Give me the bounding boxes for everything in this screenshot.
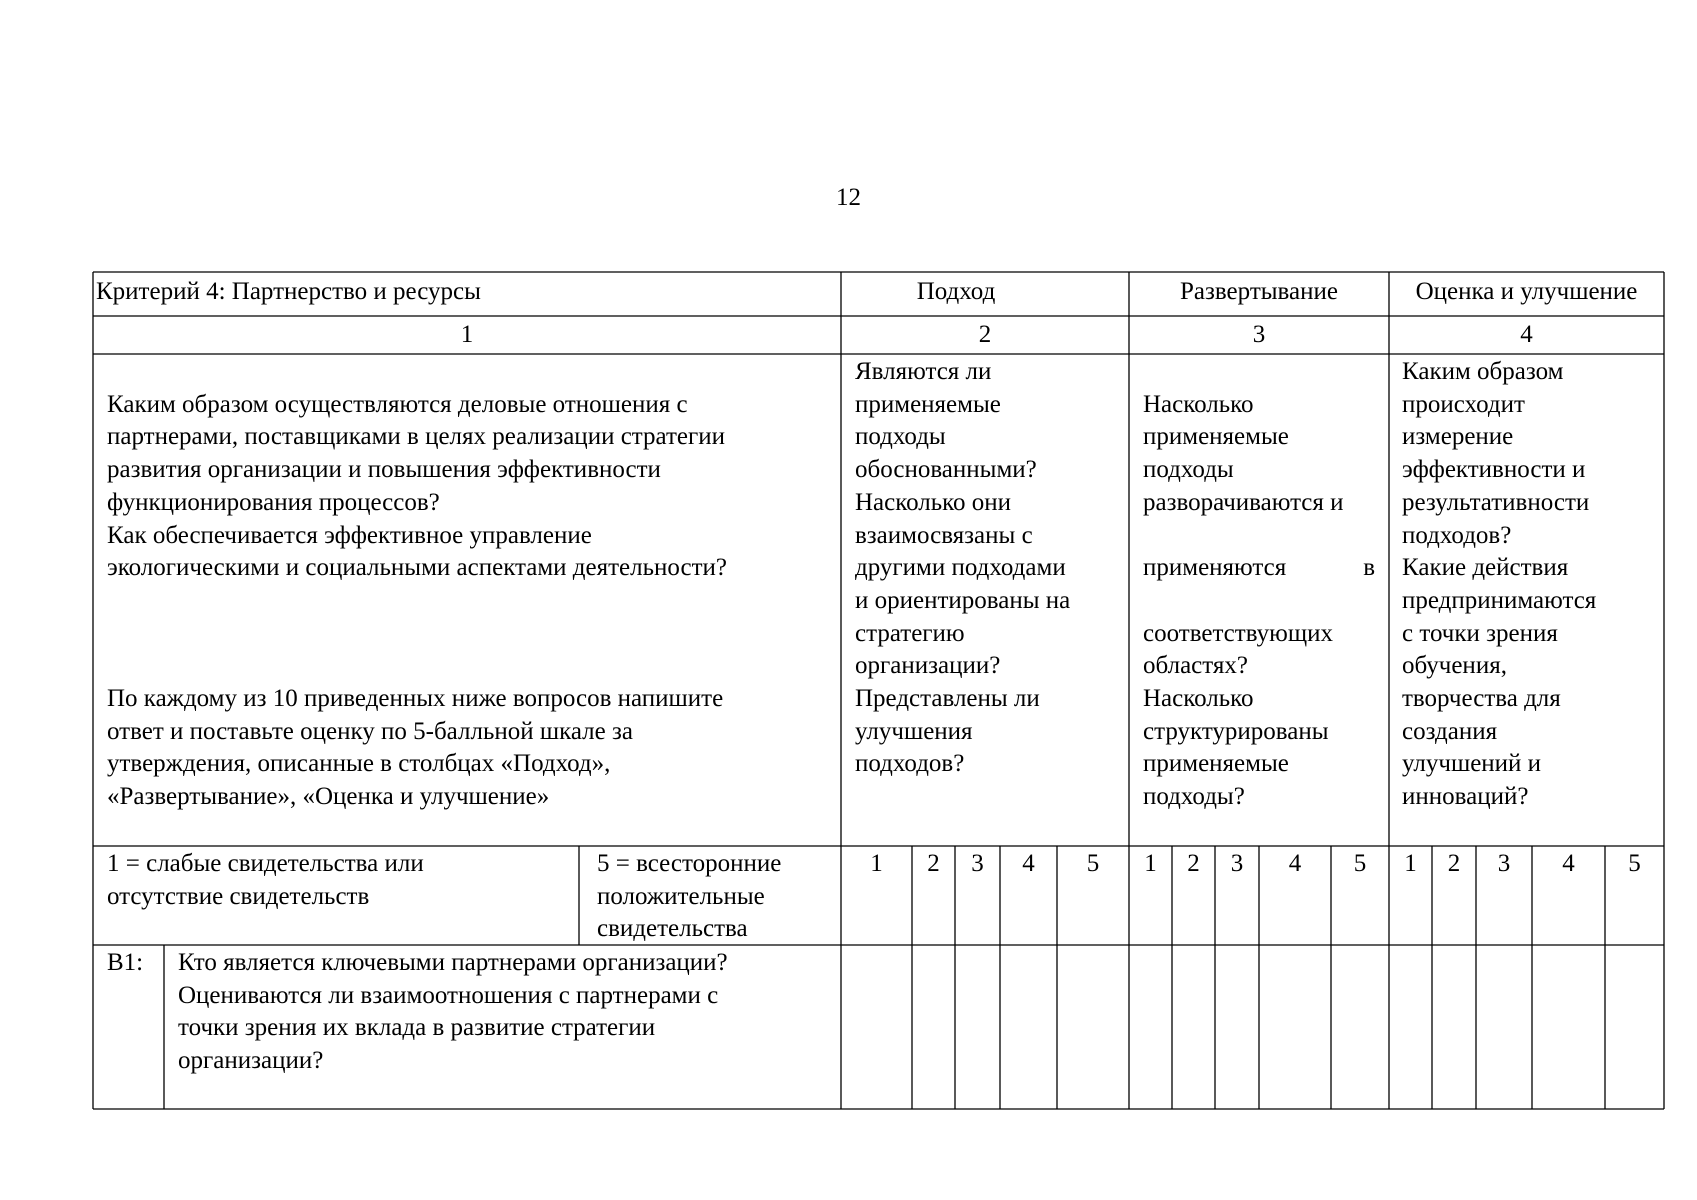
criterion-questions: Каким образом осуществляются деловые отношения с партнерами, поставщиками в целях реализации стратегии развития организации и повышения эффективности функционирования процессов? Как обеспечивается эффективное управление экологическими и социальными аспектами деятельности? xyxy=(107,390,728,582)
deployment-word-left: применяются xyxy=(1143,554,1287,582)
column-number-3: 3 xyxy=(1252,321,1266,348)
header-assessment: Оценка и улучшение xyxy=(1415,278,1638,305)
deployment-description xyxy=(1143,356,1375,847)
question-id: B1: xyxy=(107,949,144,976)
assessment-score-2: 2 xyxy=(1447,850,1461,877)
deployment-score-5: 5 xyxy=(1353,850,1367,877)
criterion-instructions: По каждому из 10 приведенных ниже вопросов напишите ответ и поставьте оценку по 5-балльной шкале за утверждения, описанные в столбцах «Подход», «Развертывание», «Оценка и улучшение» xyxy=(107,685,724,811)
criterion-title: Критерий 4: Партнерство и ресурсы xyxy=(96,278,481,305)
approach-score-4: 4 xyxy=(1022,850,1035,877)
question-text: Кто является ключевыми партнерами организации? Оцениваются ли взаимоотношения с партнерами с точки зрения их вклада в развитие стратегии организации? xyxy=(178,949,728,1075)
page-number: 12 xyxy=(836,184,861,211)
approach-description: Являются ли применяемые подходы обоснованными? Насколько они взаимосвязаны с другими подходами и ориентированы на стратегию организации? Представлены ли улучшения подходов? xyxy=(855,358,1071,778)
b1-deployment-score-cells[interactable] xyxy=(1129,945,1389,1109)
approach-score-5: 5 xyxy=(1086,850,1100,877)
criterion-description xyxy=(107,356,835,847)
b1-approach-score-cells[interactable] xyxy=(841,945,1129,1109)
approach-score-3: 3 xyxy=(971,850,984,877)
assessment-description: Каким образом происходит измерение эффективности и результативности подходов? Какие действия предпринимаются с точки зрения обучения, творчества для создания улучшений и инноваций? xyxy=(1402,358,1597,811)
header-deployment: Развертывание xyxy=(1180,278,1338,305)
assessment-score-4: 4 xyxy=(1562,850,1575,877)
column-number-4: 4 xyxy=(1520,321,1533,348)
approach-score-2: 2 xyxy=(927,850,940,877)
header-approach: Подход xyxy=(916,278,996,305)
approach-score-1: 1 xyxy=(870,850,883,877)
deployment-justified-line xyxy=(1143,552,1375,585)
deployment-text-bottom: соответствующих областях? Насколько структурированы применяемые подходы? xyxy=(1143,619,1333,811)
deployment-word-right: в xyxy=(1363,554,1375,582)
assessment-score-3: 3 xyxy=(1497,850,1511,877)
deployment-score-1: 1 xyxy=(1144,850,1157,877)
scale-low-description: 1 = слабые свидетельства или отсутствие свидетельств xyxy=(107,850,424,910)
column-number-2: 2 xyxy=(978,321,992,348)
deployment-score-2: 2 xyxy=(1187,850,1200,877)
assessment-score-1: 1 xyxy=(1404,850,1417,877)
deployment-score-4: 4 xyxy=(1288,850,1302,877)
assessment-score-5: 5 xyxy=(1628,850,1641,877)
b1-assessment-score-cells[interactable] xyxy=(1389,945,1664,1109)
deployment-score-3: 3 xyxy=(1230,850,1244,877)
column-number-1: 1 xyxy=(460,321,474,348)
scale-high-description: 5 = всесторонние положительные свидетельства xyxy=(597,850,782,943)
deployment-text-top: Насколько применяемые подходы разворачиваются и xyxy=(1143,390,1344,516)
